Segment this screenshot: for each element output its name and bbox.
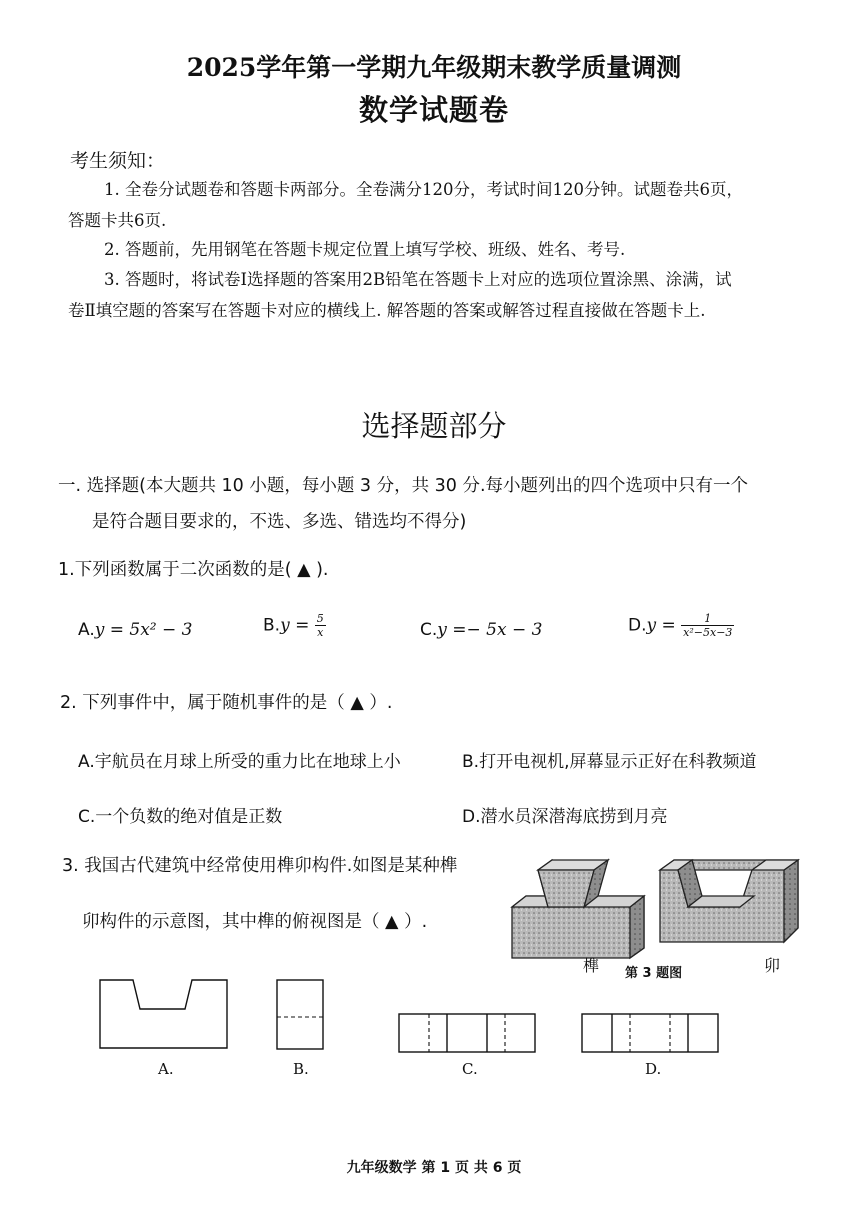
q2-stem: 2. 下列事件中，属于随机事件的是（ ▲ ）. [60,693,393,713]
q3-figure-tenon-mortise [508,852,808,960]
notice-item-1-line-1: 1. 全卷分试题卷和答题卡两部分。全卷满分120分，考试时间120分钟。试题卷共6页， [104,180,743,199]
q1-stem: 1.下列函数属于二次函数的是( ▲ ). [58,560,329,580]
page-footer: 九年级数学 第 1 页 共 6 页 [346,1160,522,1176]
section-title: 选择题部分 [361,409,507,443]
q3-option-c-drawing [395,1008,540,1058]
q2-option-b: B.打开电视机,屏幕显示正好在科教频道 [462,752,757,772]
exam-subtitle: 数学试题卷 [358,93,509,127]
q1-option-d-fraction: $\frac{1}{\text{x²−5x−3}}$ [683,612,733,639]
q2-option-c: C.一个负数的绝对值是正数 [78,807,283,827]
q1-option-b: B.y = $\frac{5}{x}$ [263,612,324,639]
notice-item-2: 2. 答题前，先用钢笔在答题卡规定位置上填写学校、班级、姓名、考号. [104,240,626,259]
mortise-block [660,860,798,942]
figure-caption: 第 3 题图 [625,966,683,981]
q2-option-a: A.宇航员在月球上所受的重力比在地球上小 [78,752,401,772]
tenon-block [512,860,644,958]
figure-label-mortise: 卯 [764,956,781,975]
q3-option-a-drawing [95,975,235,1055]
q3-option-b-label: B. [293,1060,309,1078]
q1-option-c: C.y =− 5x − 3 [420,620,543,640]
q2-option-d: D.潜水员深潜海底捞到月亮 [462,807,668,827]
notice-item-3-line-2: 卷Ⅱ填空题的答案写在答题卡对应的横线上. 解答题的答案或解答过程直接做在答题卡上. [68,301,706,320]
exam-title: 2025学年第一学期九年级期末教学质量调测 [186,53,682,82]
notice-heading: 考生须知： [70,150,166,172]
q3-stem-line-2: 卯构件的示意图，其中榫的俯视图是（ ▲ ）. [82,912,428,932]
q3-stem-line-1: 3. 我国古代建筑中经常使用榫卯构件.如图是某种榫 [62,856,458,876]
q3-option-a-label: A. [158,1060,174,1078]
q1-option-a: A.y = 5x² − 3 [78,620,193,640]
q3-option-d-label: D. [645,1060,662,1078]
q3-option-d-drawing [578,1008,723,1058]
q1-option-d: D.y = $\frac{1}{\text{x²−5x−3}}$ [628,612,733,639]
part-instructions-line-1: 一. 选择题(本大题共 10 小题，每小题 3 分，共 30 分.每小题列出的四个选项中只有一个 [58,476,749,496]
q3-option-c-label: C. [462,1060,478,1078]
figure-label-tenon: 榫 [583,956,600,975]
q1-option-b-fraction: $\frac{5}{x}$ [316,612,324,639]
q3-option-b-drawing [272,975,332,1055]
part-instructions-line-2: 是符合题目要求的，不选、多选、错选均不得分) [92,512,467,532]
notice-item-1-line-2: 答题卡共6页. [68,211,167,230]
notice-item-3-line-1: 3. 答题时，将试卷Ⅰ选择题的答案用2B铅笔在答题卡上对应的选项位置涂黑、涂满，试 [104,270,732,289]
